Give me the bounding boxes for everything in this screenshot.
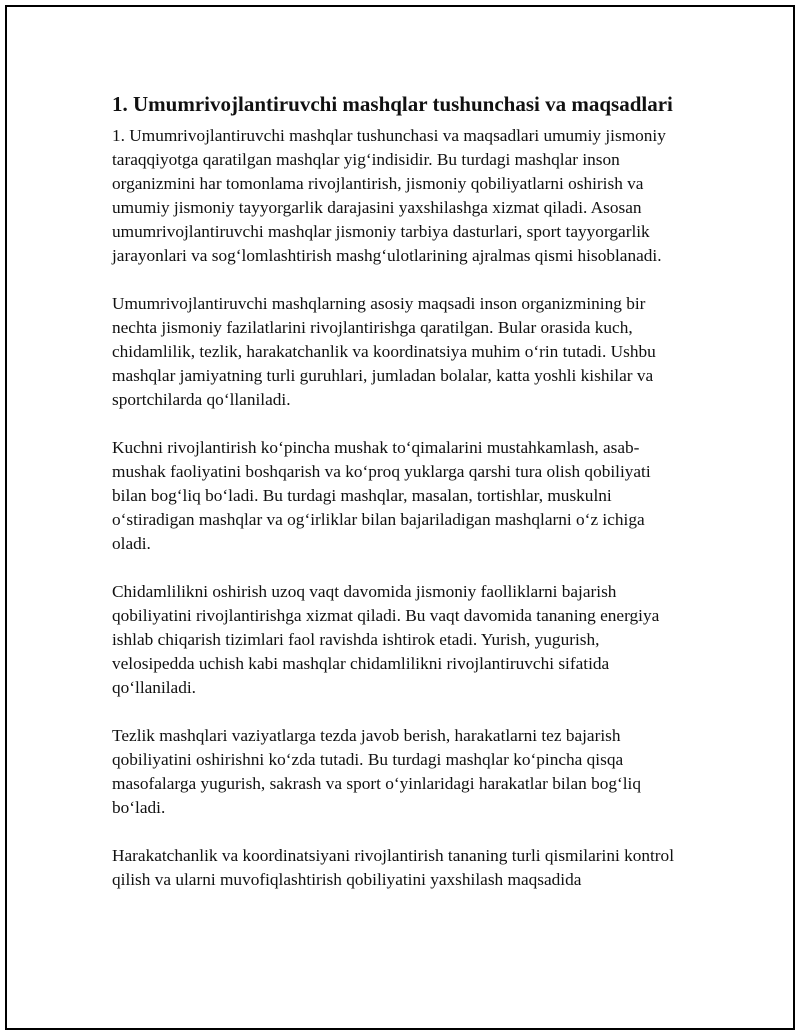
document-body (112, 90, 682, 916)
paragraph-main-goal: Umumrivojlantiruvchi mashqlarning asosiy maqsadi inson organizmining bir nechta jismoniy fazilatlarini rivojlantirishga qaratilgan. Bular orasida kuch, chidamlilik, tezlik, harakatchanlik va koordinatsiya muhim o‘rin tutadi. Ushbu mashqlar jamiyatning turli guruhlari, jumladan bolalar, katta yoshli kishilar va sportchilarda qo‘llaniladi. (112, 294, 656, 409)
paragraph-speed: Tezlik mashqlari vaziyatlarga tezda javob berish, harakatlarni tez bajarish qobiliyatini oshirishni ko‘zda tutadi. Bu turdagi mashqlar ko‘pincha qisqa masofalarga yugurish, sakrash va sport o‘yinlaridagi harakatlar bilan bog‘liq bo‘ladi. (112, 726, 642, 817)
paragraph-strength: Kuchni rivojlantirish ko‘pincha mushak to‘qimalarini mustahkamlash, asab-mushak faoliyatini boshqarish va ko‘proq yuklarga qarshi tura olish qobiliyati bilan bog‘liq bo‘ladi. Bu turdagi mashqlar, masalan, tortishlar, muskulni o‘stiradigan mashqlar va og‘irliklar bilan bajariladigan mashqlarni o‘z ichiga oladi. (112, 438, 651, 553)
paragraph-mobility-coordination: Harakatchanlik va koordinatsiyani rivojlantirish tananing turli qismilarini kontrol qilish va ularni muvofiqlashtirish qobiliyatini yaxshilash maqsadida (112, 846, 674, 889)
paragraph-intro: 1. Umumrivojlantiruvchi mashqlar tushunchasi va maqsadlari umumiy jismoniy taraqqiyotga qaratilgan mashqlar yig‘indisidir. Bu turdagi mashqlar inson organizmini har tomonlama rivojlantirish, jismoniy qobiliyatlarni oshirish va umumiy jismoniy tayyorgarlik darajasini yaxshilashga xizmat qiladi. Asosan umumrivojlantiruvchi mashqlar jismoniy tarbiya dasturlari, sport tayyorgarlik jarayonlari va sog‘lomlashtirish mashg‘ulotlarining ajralmas qismi hisoblanadi. (112, 126, 666, 265)
document-title: 1. Umumrivojlantiruvchi mashqlar tushunchasi va maqsadlari (112, 92, 673, 116)
paragraph-endurance: Chidamlilikni oshirish uzoq vaqt davomida jismoniy faolliklarni bajarish qobiliyatini rivojlantirishga xizmat qiladi. Bu vaqt davomida tananing energiya ishlab chiqarish tizimlari faol ravishda ishtirok etadi. Yurish, yugurish, velosipedda uchish kabi mashqlar chidamlilikni rivojlantiruvchi sifatida qo‘llaniladi. (112, 582, 660, 697)
